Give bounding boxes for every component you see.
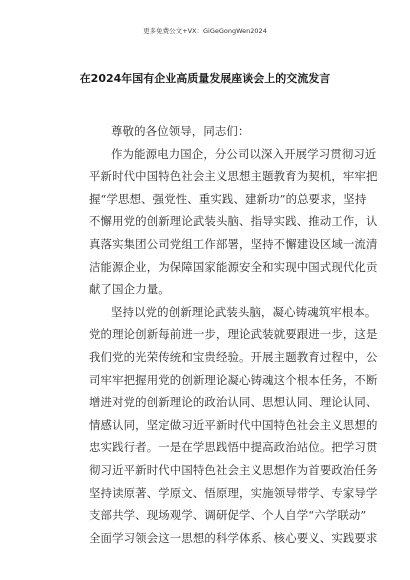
body-line: 增进对党的创新理论的政治认同、思想认同、理论认同、 <box>89 395 378 410</box>
body-line: 洁能源企业，为保障国家能源安全和实现中国式现代化贡 <box>89 259 378 274</box>
body-line: 支部共学、现场观学、调研促学、个人自学“六学联动” <box>89 508 367 523</box>
body-line: 真落实集团公司党组工作部署，坚持不懈建设区域一流清 <box>89 236 378 251</box>
body-line: 坚持以党的创新理论武装头脑，凝心铸魂筑牢根本。 <box>111 304 377 319</box>
body-line: 握“学思想、强党性、重实践、建新功”的总要求，坚持 <box>89 191 367 206</box>
body-line: 平新时代中国特色社会主义思想主题教育为契机，牢牢把 <box>89 169 378 184</box>
body-line: 全面学习领会这一思想的科学体系、核心要义、实践要求 <box>89 530 378 545</box>
body-line: 尊敬的各位领导，同志们： <box>111 124 250 138</box>
body-line: 情感认同，坚定做习近平新时代中国特色社会主义思想的 <box>89 417 378 432</box>
document-title: 在2024年国有企业高质量发展座谈会上的交流发言 <box>79 72 331 85</box>
body-line: 彻习近平新时代中国特色社会主义思想作为首要政治任务 <box>89 462 378 477</box>
body-line: 司牢牢把握用党的创新理论凝心铸魂这个根本任务，不断 <box>89 372 378 387</box>
body-line: 不懈用党的创新理论武装头脑、指导实践、推动工作，认 <box>89 214 378 229</box>
header-note: 更多免费公文+VX：GiGeGongWen2024 <box>143 27 267 35</box>
body-line: 作为能源电力国企，分公司以深入开展学习贯彻习近 <box>111 146 377 161</box>
document-body <box>89 120 378 549</box>
body-line: 献了国企力量。 <box>89 282 170 297</box>
body-line: 我们党的光荣传统和宝贵经验。开展主题教育过程中，公 <box>89 349 378 364</box>
body-line: 忠实践行者。一是在学思践悟中提高政治站位。把学习贯 <box>89 440 378 455</box>
body-line: 党的理论创新每前进一步，理论武装就要跟进一步，这是 <box>89 327 378 342</box>
body-line: 坚持读原著、学原文、悟原理，实施领导带学、专家导学 <box>89 485 378 500</box>
